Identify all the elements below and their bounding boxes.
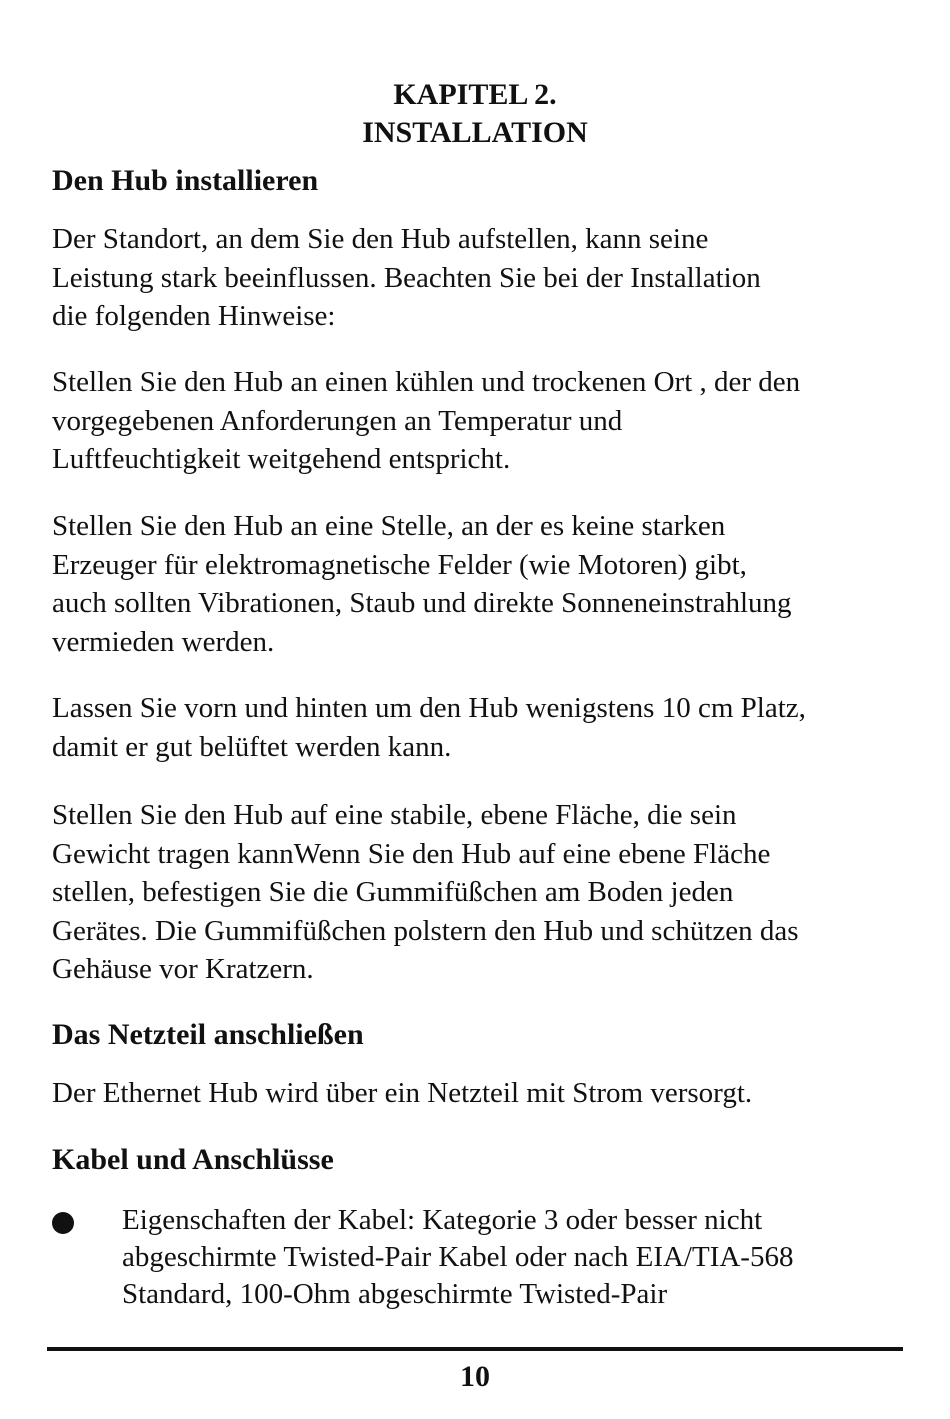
paragraph-electromagnetic-fields <box>52 507 912 661</box>
paragraph-line: Stellen Sie den Hub auf eine stabile, ebene Fläche, die sein <box>52 799 737 831</box>
paragraph-power-supply <box>52 1074 912 1113</box>
section-heading-power: Das Netzteil anschließen <box>52 1018 364 1051</box>
paragraph-line: Stellen Sie den Hub an einen kühlen und trockenen Ort , der den <box>52 366 801 398</box>
paragraph-line: vorgegebenen Anforderungen an Temperatur und <box>52 404 623 437</box>
paragraph-line: stellen, befestigen Sie die Gummifüßchen am Boden jeden <box>52 876 734 908</box>
paragraph-line: Luftfeuchtigkeit weitgehend entspricht. <box>52 443 511 475</box>
paragraph-line: damit er gut belüftet werden kann. <box>52 730 452 763</box>
page-number: 10 <box>460 1360 490 1393</box>
paragraph-line: Gehäuse vor Kratzern. <box>52 953 314 985</box>
paragraph-cool-dry-place <box>52 363 912 479</box>
paragraph-line: die folgenden Hinweise: <box>52 300 336 332</box>
bullet-line: Standard, 100-Ohm abgeschirmte Twisted-Pair <box>122 1278 668 1310</box>
paragraph-line: Gerätes. Die Gummifüßchen polstern den Hub und schützen das <box>52 914 799 947</box>
paragraph-line: Der Standort, an dem Sie den Hub aufstellen, kann seine <box>52 223 709 255</box>
paragraph-ventilation-space <box>52 689 912 766</box>
chapter-number: KAPITEL 2. <box>393 78 557 111</box>
paragraph-line: Lassen Sie vorn und hinten um den Hub wenigstens 10 cm Platz, <box>52 692 806 724</box>
paragraph-line: vermieden werden. <box>52 625 275 658</box>
paragraph-line: Leistung stark beeinflussen. Beachten Sie bei der Installation <box>52 261 761 294</box>
section-heading-install: Den Hub installieren <box>52 164 319 197</box>
paragraph-location-intro <box>52 220 912 336</box>
paragraph-line: auch sollten Vibrationen, Staub und direkte Sonneneinstrahlung <box>52 587 792 619</box>
footer-divider <box>47 1347 903 1351</box>
bullet-line: Eigenschaften der Kabel: Kategorie 3 oder besser nicht <box>122 1204 763 1236</box>
bullet-line: abgeschirmte Twisted-Pair Kabel oder nach EIA/TIA-568 <box>122 1241 794 1273</box>
paragraph-line: Erzeuger für elektromagnetische Felder (wie Motoren) gibt, <box>52 548 747 581</box>
paragraph-line: Gewicht tragen kannWenn Sie den Hub auf eine ebene Fläche <box>52 837 771 870</box>
bullet-icon <box>52 1212 74 1234</box>
paragraph-line: Der Ethernet Hub wird über ein Netzteil mit Strom versorgt. <box>52 1077 753 1109</box>
paragraph-line: Stellen Sie den Hub an eine Stelle, an der es keine starken <box>52 510 726 542</box>
chapter-title: INSTALLATION <box>362 116 588 149</box>
bullet-text <box>122 1202 922 1313</box>
paragraph-stable-surface <box>52 796 912 989</box>
section-heading-cables: Kabel und Anschlüsse <box>52 1143 334 1176</box>
